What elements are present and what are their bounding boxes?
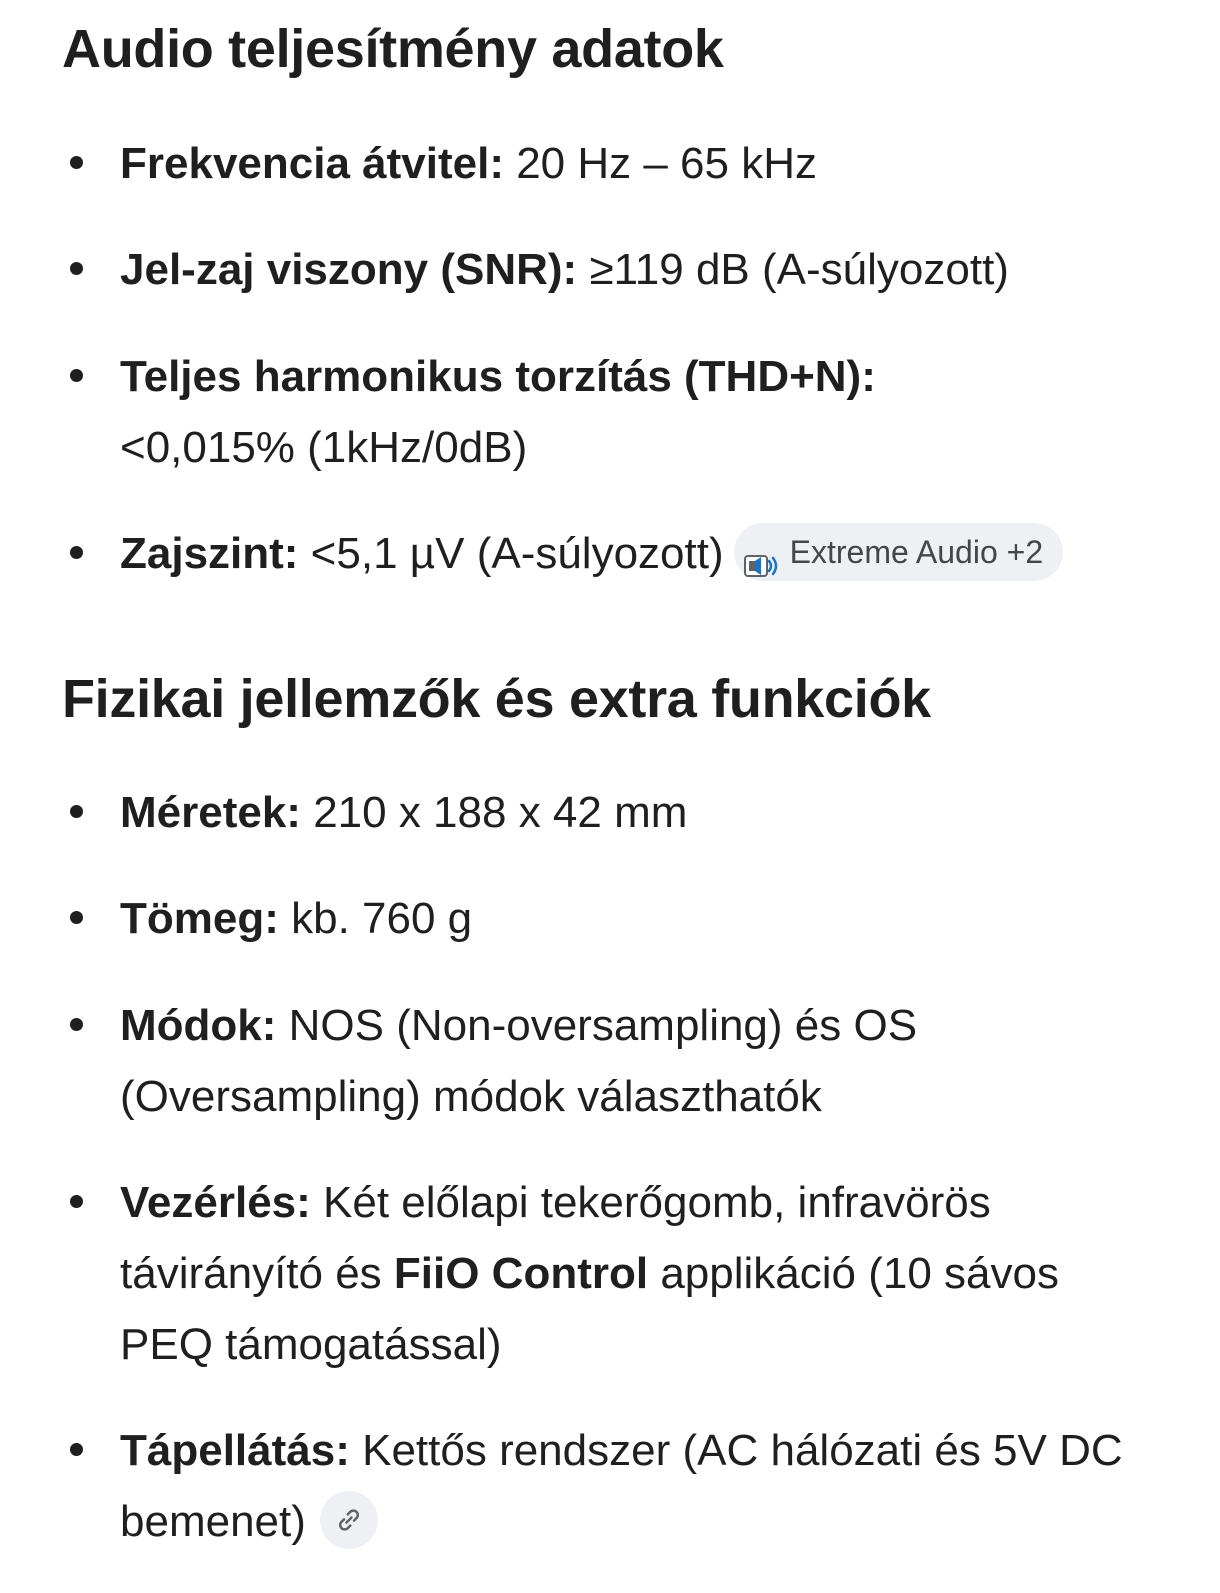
spec-label: Módok: (120, 1001, 277, 1050)
spec-label: Tápellátás: (120, 1426, 350, 1475)
spec-value: ≥119 dB (A-súlyozott) (577, 245, 1009, 294)
bullet-icon (70, 262, 83, 275)
spec-label: Vezérlés: (120, 1178, 311, 1227)
spec-value: kb. 760 g (278, 894, 473, 943)
section-heading-audio: Audio teljesítmény adatok (62, 19, 724, 79)
spec-label: Tömeg: (120, 894, 279, 943)
source-chip[interactable] (734, 523, 1063, 581)
bullet-icon (70, 546, 83, 559)
spec-label: Frekvencia átvitel: (120, 139, 504, 188)
bullet-icon (70, 1195, 83, 1208)
spec-value: <5,1 µV (A-súlyozott) (298, 529, 724, 578)
spec-value: 210 x 188 x 42 mm (300, 788, 688, 837)
spec-label: Jel-zaj viszony (SNR): (120, 245, 578, 294)
source-link-button[interactable] (320, 1491, 378, 1549)
bullet-icon (70, 805, 83, 818)
section-heading-physical: Fizikai jellemzők és extra funkciók (62, 669, 931, 729)
spec-value: 20 Hz – 65 kHz (503, 139, 817, 188)
spec-label: Teljes harmonikus torzítás (THD+N): (120, 352, 876, 401)
spec-label: Méretek: (120, 788, 301, 837)
bullet-icon (70, 911, 83, 924)
spec-value: Kettős rendszer (AC hálózati és 5V DC bemenet) (120, 1426, 1123, 1546)
bullet-icon (70, 1018, 83, 1031)
bullet-icon (70, 1443, 83, 1456)
spec-value: applikáció (10 sávos PEQ támogatással) (120, 1249, 1059, 1369)
bullet-icon (70, 156, 83, 169)
spec-label: Zajszint: (120, 529, 299, 578)
speaker-logo-icon (744, 539, 780, 565)
app-name: FiiO Control (393, 1249, 649, 1298)
spec-value: Két előlapi tekerőgomb, infravörös távirányító és (120, 1178, 991, 1298)
link-icon (334, 1505, 364, 1535)
bullet-icon (70, 369, 83, 382)
spec-value: <0,015% (1kHz/0dB) (120, 423, 528, 472)
spec-value: NOS (Non-oversampling) és OS (Oversampling) módok választhatók (120, 1001, 918, 1121)
source-chip-label: Extreme Audio +2 (789, 534, 1044, 571)
